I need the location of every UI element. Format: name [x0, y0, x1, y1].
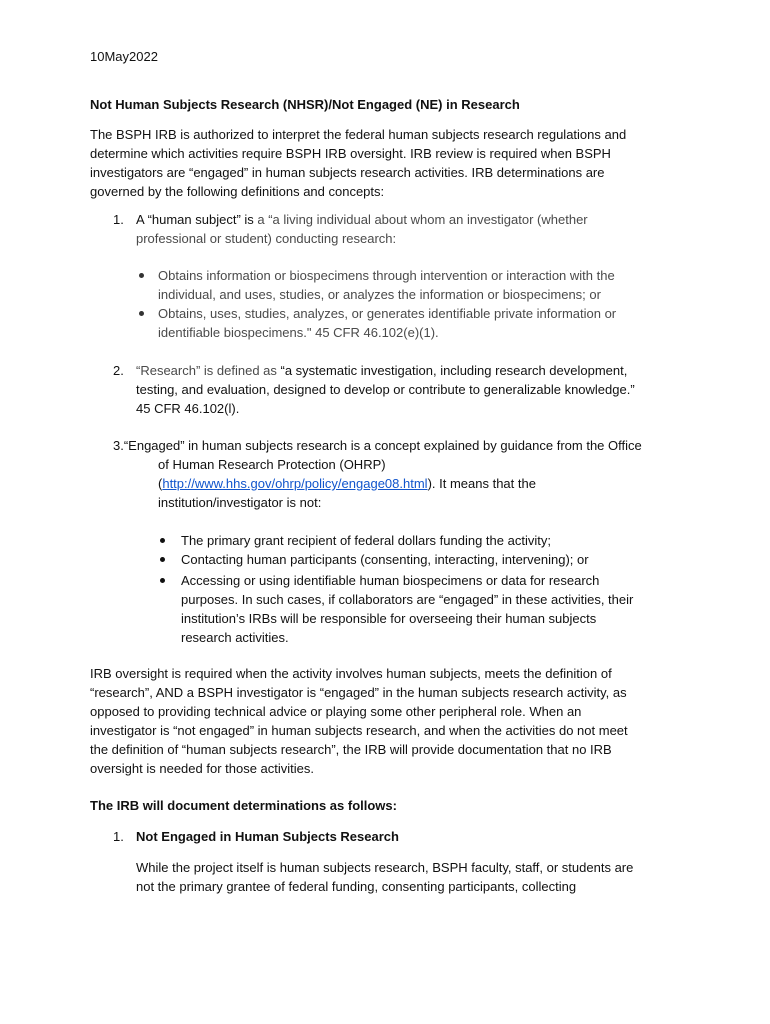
- bullet-icon: [139, 311, 144, 316]
- definition-text: ). It means that the: [427, 476, 536, 491]
- definition-line: 45 CFR 46.102(l).: [136, 401, 240, 416]
- bullet-line: purposes. In such cases, if collaborators are “engaged” in these activities, their: [181, 592, 634, 607]
- definition-text: “a systematic investigation, including research development,: [280, 363, 628, 378]
- intro-line: investigators are “engaged” in human subjects research activities. IRB determinations are: [90, 165, 605, 180]
- intro-line: The BSPH IRB is authorized to interpret the federal human subjects research regulations and: [90, 127, 627, 142]
- definition-line: professional or student) conducting research:: [136, 231, 397, 246]
- section-line: While the project itself is human subjects research, BSPH faculty, staff, or students are: [136, 860, 634, 875]
- bullet-line: Accessing or using identifiable human biospecimens or data for research: [181, 573, 600, 588]
- list-number: 2.: [113, 363, 124, 378]
- list-number: 1.: [113, 212, 124, 227]
- bullet-icon: [160, 557, 165, 562]
- definition-line: [136, 210, 588, 229]
- bullet-icon: [139, 273, 144, 278]
- bullet-line: research activities.: [181, 630, 289, 645]
- oversight-line: the definition of “human subjects research”, the IRB will provide documentation that no IRB: [90, 742, 612, 757]
- definition-text: a “a living individual about whom an investigator (whether: [257, 212, 588, 227]
- section-line: not the primary grantee of federal funding, consenting participants, collecting: [136, 879, 577, 894]
- intro-line: governed by the following definitions and concepts:: [90, 184, 385, 199]
- definition-term: A “human subject” is: [136, 212, 258, 227]
- definition-line: institution/investigator is not:: [158, 495, 322, 510]
- oversight-line: investigator is “not engaged” in human subjects research, and when the activities do not meet: [90, 723, 628, 738]
- definition-term: “Research” is defined as: [136, 363, 281, 378]
- ohrp-guidance-link[interactable]: http://www.hhs.gov/ohrp/policy/engage08.html: [162, 476, 428, 491]
- definition-line: [136, 361, 627, 380]
- paren-open: (: [158, 476, 163, 491]
- definition-line: of Human Research Protection (OHRP): [158, 457, 386, 472]
- determinations-heading: The IRB will document determinations as follows:: [90, 798, 397, 813]
- bullet-line: The primary grant recipient of federal dollars funding the activity;: [181, 533, 551, 548]
- bullet-icon: [160, 538, 165, 543]
- section-title: Not Engaged in Human Subjects Research: [136, 829, 399, 844]
- document-date: 10May2022: [90, 49, 158, 64]
- bullet-line: institution’s IRBs will be responsible for overseeing their human subjects: [181, 611, 597, 626]
- oversight-line: IRB oversight is required when the activity involves human subjects, meets the definition of: [90, 666, 612, 681]
- bullet-line: identifiable biospecimens." 45 CFR 46.102(e)(1).: [158, 325, 439, 340]
- bullet-line: Obtains information or biospecimens through intervention or interaction with the: [158, 268, 615, 283]
- document-heading: Not Human Subjects Research (NHSR)/Not Engaged (NE) in Research: [90, 97, 520, 112]
- oversight-line: oversight is needed for those activities.: [90, 761, 315, 776]
- oversight-line: opposed to providing technical advice or playing some other peripheral role. When an: [90, 704, 582, 719]
- definition-line: testing, and evaluation, designed to develop or contribute to generalizable knowledge.”: [136, 382, 635, 397]
- definition-line: [158, 474, 536, 493]
- definition-line: 3.“Engaged” in human subjects research is a concept explained by guidance from the Office: [113, 438, 642, 453]
- list-number: 1.: [113, 829, 124, 844]
- intro-line: determine which activities require BSPH IRB oversight. IRB review is required when BSPH: [90, 146, 611, 161]
- bullet-line: individual, and uses, studies, or analyzes the information or biospecimens; or: [158, 287, 601, 302]
- bullet-icon: [160, 578, 165, 583]
- bullet-line: Contacting human participants (consenting, interacting, intervening); or: [181, 552, 589, 567]
- oversight-line: “research”, AND a BSPH investigator is “engaged” in the human subjects research activity, as: [90, 685, 627, 700]
- bullet-line: Obtains, uses, studies, analyzes, or generates identifiable private information or: [158, 306, 617, 321]
